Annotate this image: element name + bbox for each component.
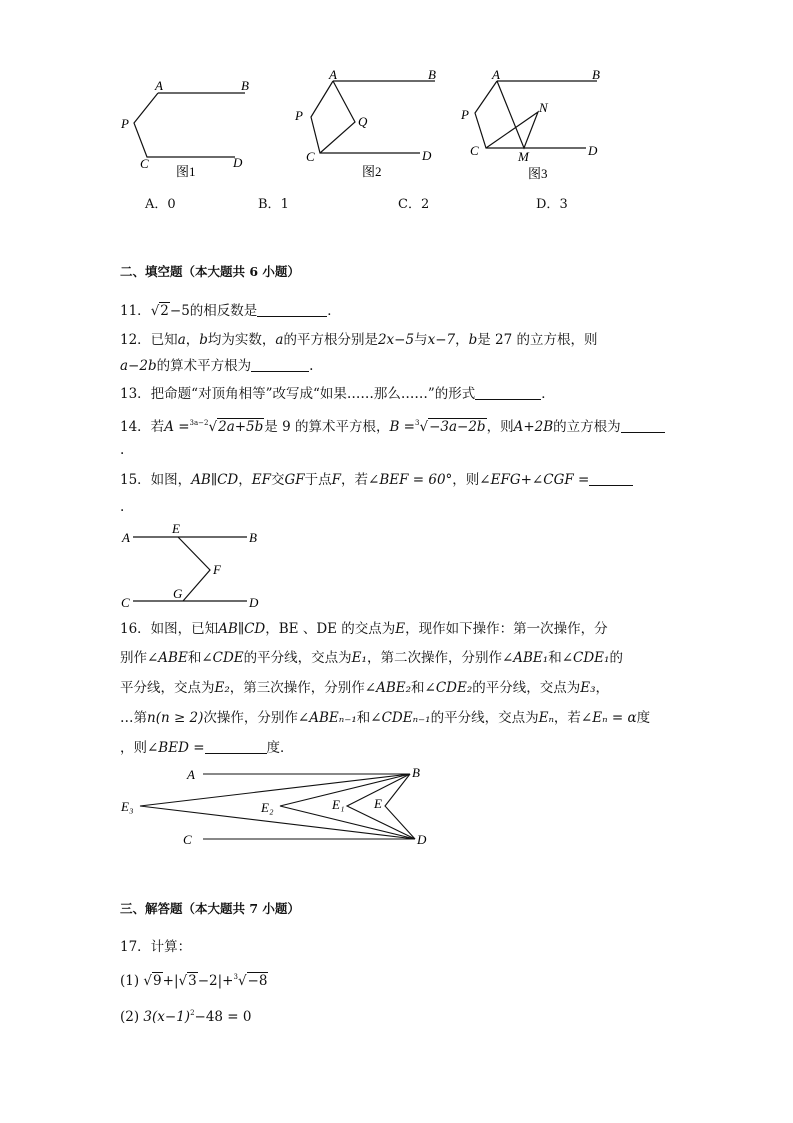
question-14: 14．若A =$^{3a-2}$√2a+5b是 9 的算术平方根，B =$^3$√−3a−2b，则A+2B的立方根为: [120, 413, 665, 437]
question-16-line-1: 16．如图，已知AB∥CD，BE 、DE 的交点为E，现作如下操作：第一次操作，分: [120, 621, 608, 637]
fig2-label-c: C: [306, 149, 315, 164]
fig1-caption: 图1: [176, 164, 196, 179]
question-13: 13．把命题“对顶角相等”改写成“如果……那么……”的形式 ．: [120, 386, 555, 402]
question-12-line-2: a−2b的算术平方根为 .: [120, 358, 314, 374]
top-figures: [100, 60, 620, 185]
fig1-label-c: C: [140, 156, 149, 171]
option-c[interactable]: C．2: [398, 197, 430, 212]
section-3-title: 三、解答题（本大题共 7 小题）: [120, 901, 300, 916]
q15-label-c: C: [121, 595, 130, 610]
q16-label-d: D: [417, 832, 427, 847]
q16-label-e: E: [374, 796, 382, 811]
question-16-line-5: ，则∠BED = 度．: [120, 740, 294, 756]
fig3-caption: 图3: [528, 166, 548, 181]
figure-2: [311, 81, 435, 153]
question-15: 15．如图，AB∥CD，EF交GF于点F，若∠BEF = 60°，则∠EFG+∠CGF =: [120, 470, 633, 490]
q16-label-a: A: [187, 767, 195, 782]
answer-blank-15[interactable]: [589, 471, 633, 486]
fig2-label-b: B: [428, 67, 436, 82]
fig3-label-d: D: [588, 143, 598, 158]
answer-blank-14[interactable]: [621, 418, 665, 433]
fig1-label-b: B: [241, 78, 249, 93]
question-17-title: 17．计算：: [120, 939, 192, 955]
fig3-label-b: B: [592, 67, 600, 82]
option-d[interactable]: D．3: [536, 197, 568, 212]
question-15-end: .: [120, 499, 125, 515]
fig2-label-q: Q: [358, 114, 368, 129]
question-16-line-4: …第n(n ≥ 2)次操作，分别作∠ABEₙ₋₁和∠CDEₙ₋₁的平分线，交点为Eₙ，若∠Eₙ = α度: [120, 710, 651, 726]
question-12-line-1: 12．已知a，b均为实数，a的平方根分别是2x−5与x−7，b是 27 的立方根，则: [120, 332, 598, 348]
question-11: 11．√2−5的相反数是 ．: [120, 303, 341, 319]
q15-label-e: E: [172, 521, 180, 536]
fig2-label-d: D: [422, 148, 432, 163]
q15-label-b: B: [249, 530, 257, 545]
q15-label-a: A: [122, 530, 130, 545]
fig1-label-a: A: [155, 78, 163, 93]
fig1-label-d: D: [233, 155, 243, 170]
option-b[interactable]: B．1: [258, 197, 289, 212]
q16-label-b: B: [412, 765, 420, 780]
question-16-line-2: 别作∠ABE和∠CDE的平分线，交点为E₁，第二次操作，分别作∠ABE₁和∠CDE₁的: [120, 650, 623, 666]
fig3-label-c: C: [470, 143, 479, 158]
fig3-label-p: P: [461, 107, 469, 122]
fig3-label-n: N: [539, 100, 548, 115]
answer-blank-13[interactable]: [475, 385, 541, 400]
q16-label-e1: E₁: [332, 797, 345, 812]
fig2-caption: 图2: [362, 164, 382, 179]
q16-label-e3: E₃: [121, 799, 134, 814]
question-17-part-2: (2) $3(x-1)^2-48 = 0$: [120, 1009, 252, 1025]
figure-q16: [115, 762, 445, 854]
fig2-label-p: P: [295, 108, 303, 123]
fig3-label-m: M: [518, 149, 529, 164]
answer-blank-16[interactable]: [205, 739, 267, 754]
fig2-label-a: A: [329, 67, 337, 82]
q15-label-d: D: [249, 595, 259, 610]
figure-1: [134, 93, 245, 157]
fig1-label-p: P: [121, 116, 129, 131]
q15-label-g: G: [173, 586, 183, 601]
figure-q15: [115, 518, 275, 613]
question-14-end: .: [120, 442, 125, 458]
answer-blank-12[interactable]: [251, 357, 309, 372]
figure-3: [475, 81, 597, 148]
q15-label-f: F: [213, 562, 221, 577]
answer-blank-11[interactable]: [257, 302, 327, 317]
q16-label-c: C: [183, 832, 192, 847]
q16-label-e2: E₂: [261, 800, 274, 815]
fig3-label-a: A: [492, 67, 500, 82]
question-17-part-1: (1) √9+|√3−2|+$^3$√−8: [120, 973, 268, 989]
question-16-line-3: 平分线，交点为E₂，第三次操作，分别作∠ABE₂和∠CDE₂的平分线，交点为E₃，: [120, 680, 610, 696]
section-2-title: 二、填空题（本大题共 6 小题）: [120, 264, 300, 279]
option-a[interactable]: A．0: [145, 197, 176, 212]
